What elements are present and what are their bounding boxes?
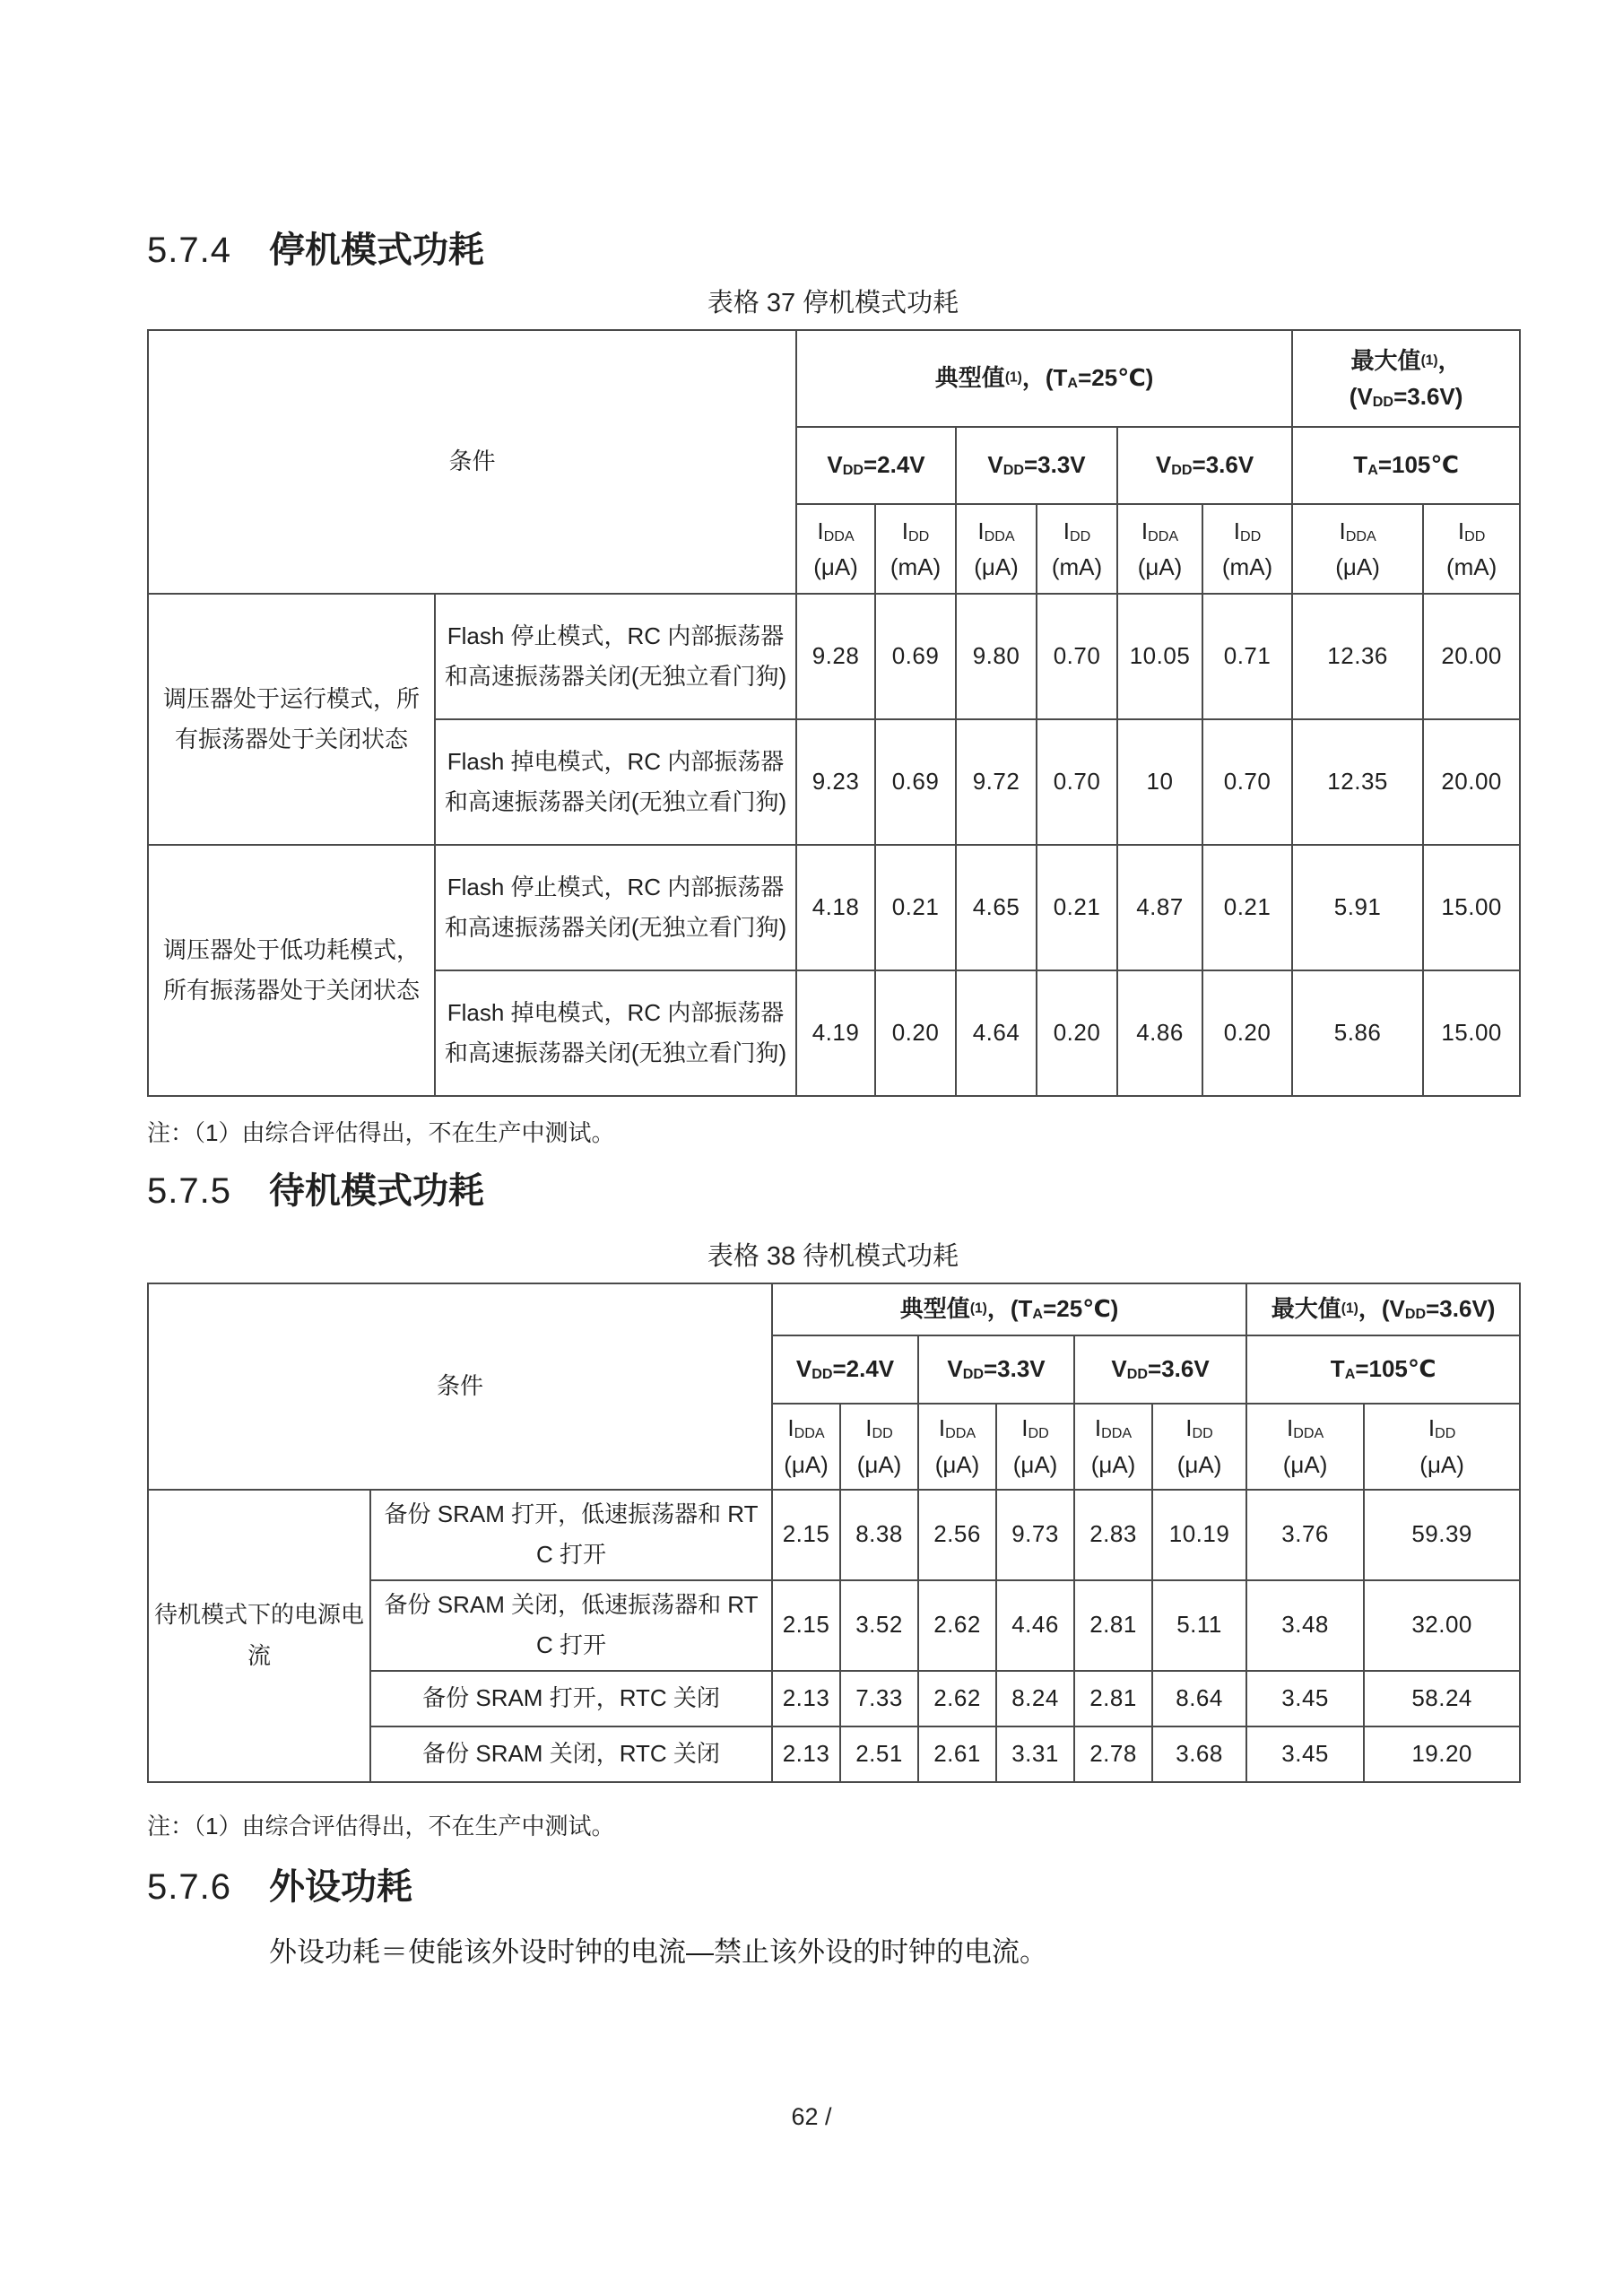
value-cell: 3.52 bbox=[840, 1580, 918, 1671]
section-number: 5.7.4 bbox=[147, 230, 231, 270]
current-subscript: DDA bbox=[794, 1425, 825, 1442]
page-number: 62 / bbox=[791, 2103, 832, 2130]
typical-label: 典型值 bbox=[934, 364, 1005, 392]
unit-label: (mA) bbox=[1051, 553, 1103, 581]
idd-symbol bbox=[1209, 513, 1286, 549]
condition-cell: 待机模式下的电源电流 bbox=[148, 1490, 370, 1782]
condition-header-label: 条件 bbox=[448, 448, 496, 475]
vdd36-header-cell bbox=[1117, 427, 1292, 504]
idda-ua-header-cell bbox=[1117, 504, 1202, 594]
value-cell: 0.20 bbox=[875, 970, 956, 1096]
value-cell: 0.69 bbox=[875, 594, 956, 719]
table-row bbox=[148, 1283, 1520, 1335]
ta-prefix: T bbox=[1330, 1354, 1345, 1382]
idda-ua-header-cell bbox=[1074, 1404, 1152, 1490]
vdd-prefix: V bbox=[947, 1354, 963, 1382]
ta-prefix: T bbox=[1353, 451, 1368, 479]
unit-label: (μA) bbox=[1335, 553, 1380, 581]
unit-label: (mA) bbox=[1221, 553, 1273, 581]
footnote-marker: (1) bbox=[969, 1300, 987, 1317]
value-cell: 15.00 bbox=[1423, 845, 1520, 970]
condition-cell: 调压器处于低功耗模式，所有振荡器处于关闭状态 bbox=[148, 845, 435, 1096]
value-cell: 20.00 bbox=[1423, 594, 1520, 719]
subcondition-cell: 备份 SRAM 打开，RTC 关闭 bbox=[370, 1671, 772, 1726]
value-cell: 2.15 bbox=[772, 1580, 840, 1671]
value-cell: 4.18 bbox=[796, 845, 875, 970]
vdd-prefix: V bbox=[795, 1354, 812, 1382]
unit-label: (mA) bbox=[890, 553, 942, 581]
vdd-prefix: (V bbox=[1349, 383, 1373, 411]
value-cell: 2.13 bbox=[772, 1671, 840, 1726]
vdd-subscript: DD bbox=[1404, 1305, 1427, 1322]
value-cell: 12.36 bbox=[1292, 594, 1423, 719]
typical-label-mid: ，(T bbox=[1021, 364, 1068, 392]
current-symbol: I bbox=[901, 517, 908, 544]
current-subscript: DDA bbox=[984, 527, 1015, 544]
value-cell: 2.15 bbox=[772, 1490, 840, 1580]
unit-label: (μA) bbox=[1012, 1450, 1058, 1478]
subcondition-cell: 备份 SRAM 关闭，RTC 关闭 bbox=[370, 1726, 772, 1782]
value-cell: 5.11 bbox=[1152, 1580, 1246, 1671]
vdd-prefix: V bbox=[1111, 1354, 1127, 1382]
ta105-header-cell bbox=[1246, 1335, 1520, 1404]
max-comma: ， bbox=[1437, 346, 1462, 374]
current-symbol: I bbox=[1185, 1414, 1193, 1442]
vdd-value: =3.6V bbox=[1148, 1354, 1210, 1382]
value-cell: 3.76 bbox=[1246, 1490, 1364, 1580]
idda-symbol bbox=[962, 513, 1030, 549]
value-cell: 4.87 bbox=[1117, 845, 1202, 970]
idd-symbol bbox=[1159, 1410, 1240, 1446]
value-cell: 3.31 bbox=[996, 1726, 1074, 1782]
value-cell: 9.80 bbox=[956, 594, 1037, 719]
value-cell: 15.00 bbox=[1423, 970, 1520, 1096]
value-cell: 58.24 bbox=[1364, 1671, 1520, 1726]
table37-caption: 表格 37 停机模式功耗 bbox=[707, 289, 959, 317]
unit-label: (μA) bbox=[1282, 1450, 1328, 1478]
current-symbol: I bbox=[1094, 1414, 1102, 1442]
current-symbol: I bbox=[1233, 517, 1241, 544]
value-cell: 10.19 bbox=[1152, 1490, 1246, 1580]
value-cell: 0.69 bbox=[875, 719, 956, 845]
vdd-subscript: DD bbox=[962, 1365, 984, 1382]
value-cell: 9.28 bbox=[796, 594, 875, 719]
value-cell: 2.81 bbox=[1074, 1580, 1152, 1671]
idd-ua-header-cell bbox=[1364, 1404, 1520, 1490]
current-subscript: DD bbox=[1028, 1425, 1049, 1442]
table-38-standby-mode-power bbox=[147, 1283, 1521, 1783]
value-cell: 8.24 bbox=[996, 1671, 1074, 1726]
unit-label: (μA) bbox=[813, 553, 858, 581]
value-cell: 3.48 bbox=[1246, 1580, 1364, 1671]
current-subscript: DDA bbox=[1345, 527, 1376, 544]
value-cell: 10.05 bbox=[1117, 594, 1202, 719]
value-cell: 5.86 bbox=[1292, 970, 1423, 1096]
current-subscript: DD bbox=[1435, 1425, 1456, 1442]
current-subscript: DD bbox=[1069, 527, 1091, 544]
current-symbol: I bbox=[817, 517, 824, 544]
vdd33-header-cell bbox=[956, 427, 1117, 504]
subcondition-cell: Flash 停止模式，RC 内部振荡器和高速振荡器关闭(无独立看门狗) bbox=[435, 594, 796, 719]
current-symbol: I bbox=[865, 1414, 872, 1442]
value-cell: 7.33 bbox=[840, 1671, 918, 1726]
idd-ua-header-cell bbox=[840, 1404, 918, 1490]
current-symbol: I bbox=[1141, 517, 1149, 544]
idda-ua-header-cell bbox=[918, 1404, 996, 1490]
table-row bbox=[148, 845, 1520, 970]
ta-subscript: A bbox=[1367, 462, 1378, 479]
current-symbol: I bbox=[938, 1414, 946, 1442]
vdd-value: =2.4V bbox=[863, 451, 925, 479]
value-cell: 0.20 bbox=[1037, 970, 1117, 1096]
value-cell: 10 bbox=[1117, 719, 1202, 845]
peripheral-power-paragraph: 外设功耗＝使能该外设时钟的电流—禁止该外设的时钟的电流。 bbox=[269, 1936, 1047, 1969]
value-cell: 0.20 bbox=[1202, 970, 1292, 1096]
subcondition-cell: Flash 掉电模式，RC 内部振荡器和高速振荡器关闭(无独立看门狗) bbox=[435, 970, 796, 1096]
value-cell: 2.56 bbox=[918, 1490, 996, 1580]
vdd-value: =3.6V bbox=[1192, 451, 1254, 479]
unit-label: (mA) bbox=[1445, 553, 1497, 581]
idda-ua-header-cell bbox=[796, 504, 875, 594]
value-cell: 5.91 bbox=[1292, 845, 1423, 970]
footnote-marker: (1) bbox=[1004, 370, 1022, 387]
condition-cell: 调压器处于运行模式，所有振荡器处于关闭状态 bbox=[148, 594, 435, 845]
ta-subscript: A bbox=[1032, 1305, 1044, 1322]
subcondition-cell: 备份 SRAM 关闭，低速振荡器和 RTC 打开 bbox=[370, 1580, 772, 1671]
value-cell: 2.81 bbox=[1074, 1671, 1152, 1726]
vdd24-header-cell bbox=[772, 1335, 918, 1404]
value-cell: 3.45 bbox=[1246, 1726, 1364, 1782]
idd-ma-header-cell bbox=[875, 504, 956, 594]
value-cell: 32.00 bbox=[1364, 1580, 1520, 1671]
typical-label-end: =25℃) bbox=[1078, 364, 1154, 392]
ta-subscript: A bbox=[1344, 1365, 1356, 1382]
idda-symbol bbox=[924, 1410, 990, 1446]
idda-symbol bbox=[1298, 513, 1417, 549]
value-cell: 4.19 bbox=[796, 970, 875, 1096]
value-cell: 2.61 bbox=[918, 1726, 996, 1782]
section-title: 待机模式功耗 bbox=[268, 1170, 484, 1211]
current-subscript: DD bbox=[872, 1425, 893, 1442]
value-cell: 0.21 bbox=[1202, 845, 1292, 970]
current-subscript: DDA bbox=[823, 527, 855, 544]
idd-ua-header-cell bbox=[1152, 1404, 1246, 1490]
vdd-subscript: DD bbox=[1126, 1365, 1149, 1382]
current-symbol: I bbox=[1428, 1414, 1436, 1442]
table-37-stop-mode-power bbox=[147, 329, 1521, 1097]
value-cell: 12.35 bbox=[1292, 719, 1423, 845]
table38-caption: 表格 38 待机模式功耗 bbox=[707, 1241, 959, 1271]
current-symbol: I bbox=[1339, 517, 1346, 544]
vdd-subscript: DD bbox=[1372, 394, 1394, 411]
vdd33-header-cell bbox=[918, 1335, 1074, 1404]
vdd-subscript: DD bbox=[812, 1365, 833, 1382]
max-label-line2 bbox=[1298, 378, 1514, 414]
condition-header-cell bbox=[148, 330, 796, 594]
unit-label: (μA) bbox=[1137, 553, 1183, 581]
vdd24-header-cell bbox=[796, 427, 956, 504]
section-heading-5-7-4 bbox=[147, 229, 1519, 272]
vdd-value: =3.3V bbox=[983, 1354, 1046, 1382]
vdd-prefix: V bbox=[827, 451, 843, 479]
section-heading-5-7-5 bbox=[147, 1170, 1519, 1213]
idd-symbol bbox=[881, 513, 950, 549]
unit-label: (μA) bbox=[974, 553, 1019, 581]
max-label-line1 bbox=[1298, 343, 1514, 378]
current-subscript: DD bbox=[1464, 527, 1486, 544]
condition-header-label: 条件 bbox=[437, 1371, 484, 1399]
value-cell: 2.51 bbox=[840, 1726, 918, 1782]
section-title: 停机模式功耗 bbox=[268, 230, 484, 270]
value-cell: 20.00 bbox=[1423, 719, 1520, 845]
idda-ua-header-cell bbox=[956, 504, 1037, 594]
idda-symbol bbox=[1253, 1410, 1358, 1446]
max-header-cell bbox=[1246, 1283, 1520, 1335]
current-subscript: DDA bbox=[1293, 1425, 1324, 1442]
idda-ua-header-cell bbox=[1292, 504, 1423, 594]
idd-symbol bbox=[1429, 513, 1514, 549]
idda-ua-header-cell bbox=[1246, 1404, 1364, 1490]
value-cell: 2.83 bbox=[1074, 1490, 1152, 1580]
value-cell: 3.68 bbox=[1152, 1726, 1246, 1782]
vdd-value: =3.3V bbox=[1023, 451, 1086, 479]
ta-value: =105℃ bbox=[1355, 1354, 1436, 1382]
table-row bbox=[148, 1490, 1520, 1580]
idd-ma-header-cell bbox=[1423, 504, 1520, 594]
idda-symbol bbox=[1124, 513, 1196, 549]
idd-symbol bbox=[1370, 1410, 1514, 1446]
vdd-value: =2.4V bbox=[832, 1354, 895, 1382]
value-cell: 19.20 bbox=[1364, 1726, 1520, 1782]
current-symbol: I bbox=[1063, 517, 1070, 544]
current-symbol: I bbox=[787, 1414, 794, 1442]
idd-symbol bbox=[1002, 1410, 1068, 1446]
vdd-prefix: V bbox=[1155, 451, 1172, 479]
unit-label: (μA) bbox=[1419, 1450, 1464, 1478]
subcondition-cell: Flash 停止模式，RC 内部振荡器和高速振荡器关闭(无独立看门狗) bbox=[435, 845, 796, 970]
footnote-marker: (1) bbox=[1341, 1300, 1358, 1317]
idda-symbol bbox=[1081, 1410, 1146, 1446]
idda-symbol bbox=[803, 513, 869, 549]
current-subscript: DD bbox=[1192, 1425, 1213, 1442]
ta-value: =105℃ bbox=[1377, 451, 1459, 479]
unit-label: (μA) bbox=[784, 1450, 829, 1478]
max-label: 最大值 bbox=[1271, 1294, 1341, 1322]
unit-label: (μA) bbox=[1176, 1450, 1222, 1478]
idd-symbol bbox=[1043, 513, 1111, 549]
unit-label: (μA) bbox=[1090, 1450, 1136, 1478]
ta-subscript: A bbox=[1067, 375, 1079, 392]
vdd-subscript: DD bbox=[842, 462, 864, 479]
value-cell: 0.70 bbox=[1037, 719, 1117, 845]
typical-label-mid: ，(T bbox=[986, 1294, 1033, 1322]
current-symbol: I bbox=[1021, 1414, 1028, 1442]
value-cell: 4.46 bbox=[996, 1580, 1074, 1671]
value-cell: 9.23 bbox=[796, 719, 875, 845]
value-cell: 2.62 bbox=[918, 1580, 996, 1671]
value-cell: 2.78 bbox=[1074, 1726, 1152, 1782]
idd-ma-header-cell bbox=[1037, 504, 1117, 594]
vdd-subscript: DD bbox=[1002, 462, 1024, 479]
value-cell: 8.64 bbox=[1152, 1671, 1246, 1726]
value-cell: 0.21 bbox=[875, 845, 956, 970]
condition-header-cell bbox=[148, 1283, 772, 1490]
value-cell: 2.62 bbox=[918, 1671, 996, 1726]
current-subscript: DDA bbox=[1148, 527, 1179, 544]
value-cell: 9.73 bbox=[996, 1490, 1074, 1580]
value-cell: 0.21 bbox=[1037, 845, 1117, 970]
idda-ua-header-cell bbox=[772, 1404, 840, 1490]
idda-symbol bbox=[778, 1410, 834, 1446]
current-symbol: I bbox=[1457, 517, 1465, 544]
table-row bbox=[148, 330, 1520, 427]
current-subscript: DDA bbox=[945, 1425, 976, 1442]
typical-header-cell bbox=[772, 1283, 1246, 1335]
value-cell: 4.86 bbox=[1117, 970, 1202, 1096]
typical-label: 典型值 bbox=[899, 1294, 970, 1322]
section-number: 5.7.6 bbox=[147, 1867, 231, 1908]
value-cell: 2.13 bbox=[772, 1726, 840, 1782]
value-cell: 0.71 bbox=[1202, 594, 1292, 719]
vdd-subscript: DD bbox=[1171, 462, 1193, 479]
current-symbol: I bbox=[977, 517, 985, 544]
value-cell: 0.70 bbox=[1037, 594, 1117, 719]
value-cell: 0.70 bbox=[1202, 719, 1292, 845]
max-header-cell bbox=[1292, 330, 1520, 427]
subcondition-cell: 备份 SRAM 打开，低速振荡器和 RTC 打开 bbox=[370, 1490, 772, 1580]
max-label-mid: ，(V bbox=[1358, 1294, 1405, 1322]
value-cell: 8.38 bbox=[840, 1490, 918, 1580]
table37-footnote: 注：（1）由综合评估得出，不在生产中测试。 bbox=[147, 1119, 615, 1147]
max-label: 最大值 bbox=[1350, 346, 1421, 374]
unit-label: (μA) bbox=[934, 1450, 980, 1478]
value-cell: 3.45 bbox=[1246, 1671, 1364, 1726]
idd-symbol bbox=[846, 1410, 912, 1446]
vdd-value: =3.6V) bbox=[1393, 383, 1463, 411]
current-subscript: DD bbox=[907, 527, 930, 544]
idd-ma-header-cell bbox=[1202, 504, 1292, 594]
value-cell: 59.39 bbox=[1364, 1490, 1520, 1580]
vdd-prefix: V bbox=[987, 451, 1003, 479]
table-row bbox=[148, 594, 1520, 719]
value-cell: 9.72 bbox=[956, 719, 1037, 845]
typical-label-end: =25℃) bbox=[1043, 1294, 1119, 1322]
table38-footnote: 注：（1）由综合评估得出，不在生产中测试。 bbox=[147, 1812, 615, 1839]
current-subscript: DDA bbox=[1101, 1425, 1133, 1442]
section-heading-5-7-6 bbox=[147, 1866, 1519, 1909]
vdd36-header-cell bbox=[1074, 1335, 1246, 1404]
ta105-header-cell bbox=[1292, 427, 1520, 504]
subcondition-cell: Flash 掉电模式，RC 内部振荡器和高速振荡器关闭(无独立看门狗) bbox=[435, 719, 796, 845]
value-cell: 4.64 bbox=[956, 970, 1037, 1096]
typical-header-cell bbox=[796, 330, 1292, 427]
section-title: 外设功耗 bbox=[268, 1867, 412, 1908]
value-cell: 4.65 bbox=[956, 845, 1037, 970]
footnote-marker: (1) bbox=[1420, 352, 1438, 369]
max-label-end: =3.6V) bbox=[1426, 1294, 1496, 1322]
section-number: 5.7.5 bbox=[147, 1170, 231, 1211]
current-subscript: DD bbox=[1240, 527, 1262, 544]
unit-label: (μA) bbox=[856, 1450, 902, 1478]
idd-ua-header-cell bbox=[996, 1404, 1074, 1490]
current-symbol: I bbox=[1286, 1414, 1294, 1442]
